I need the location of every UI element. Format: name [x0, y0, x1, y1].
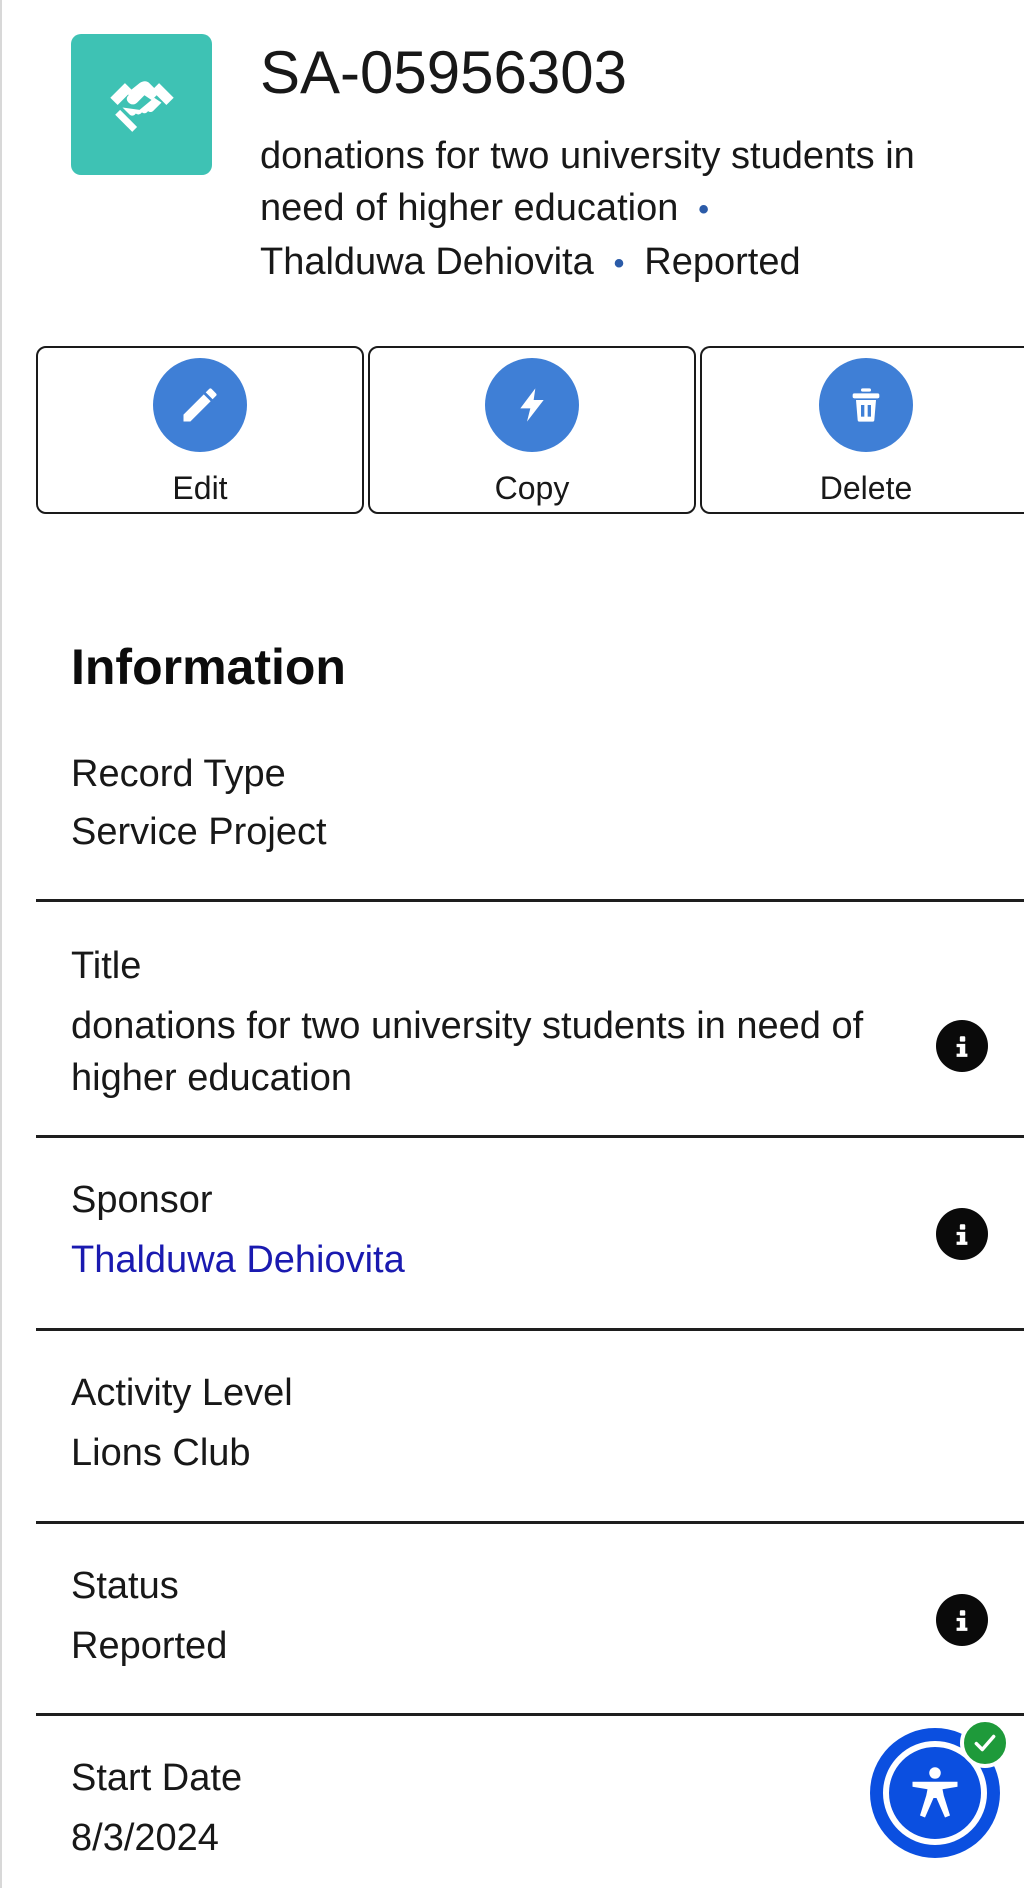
info-icon[interactable]	[936, 1020, 988, 1072]
copy-button[interactable]	[368, 346, 696, 514]
record-subtitle	[260, 130, 1000, 290]
edit-button[interactable]	[36, 346, 364, 514]
edit-label: Edit	[172, 470, 228, 506]
info-icon[interactable]	[936, 1594, 988, 1646]
field-value: 8/3/2024	[71, 1817, 219, 1859]
field-record-type	[36, 740, 1024, 900]
subtitle-title: donations for two university students in need of higher education	[260, 135, 915, 229]
field-label: Title	[71, 945, 142, 987]
copy-label: Copy	[494, 470, 570, 506]
lightning-icon	[485, 358, 579, 452]
record-name: SA-05956303	[260, 39, 627, 106]
delete-label: Delete	[819, 470, 913, 506]
delete-button[interactable]	[700, 346, 1024, 514]
field-status	[36, 1524, 1024, 1716]
handshake-icon	[71, 34, 212, 175]
field-value: Service Project	[71, 811, 327, 853]
left-edge-border	[0, 0, 2, 1888]
field-value: donations for two university students in need of higher education	[71, 1005, 864, 1099]
field-value: Reported	[71, 1625, 228, 1667]
sponsor-link[interactable]: Thalduwa Dehiovita	[71, 1239, 405, 1281]
field-value: Lions Club	[71, 1432, 251, 1474]
field-label: Sponsor	[71, 1179, 213, 1221]
subtitle-sponsor: Thalduwa Dehiovita	[260, 240, 594, 283]
subtitle-status: Reported	[644, 240, 801, 283]
action-bar	[36, 346, 1024, 516]
section-title: Information	[71, 639, 346, 695]
field-label: Start Date	[71, 1757, 243, 1799]
info-icon[interactable]	[936, 1208, 988, 1260]
separator-dot: •	[698, 192, 709, 226]
pencil-icon	[153, 358, 247, 452]
separator-dot: •	[613, 246, 625, 280]
field-title	[36, 902, 1024, 1136]
field-activity-level	[36, 1331, 1024, 1523]
check-icon	[960, 1718, 1010, 1768]
field-sponsor	[36, 1138, 1024, 1330]
trash-icon	[819, 358, 913, 452]
field-label: Activity Level	[71, 1372, 293, 1414]
field-label: Record Type	[71, 753, 286, 795]
field-label: Status	[71, 1565, 179, 1607]
